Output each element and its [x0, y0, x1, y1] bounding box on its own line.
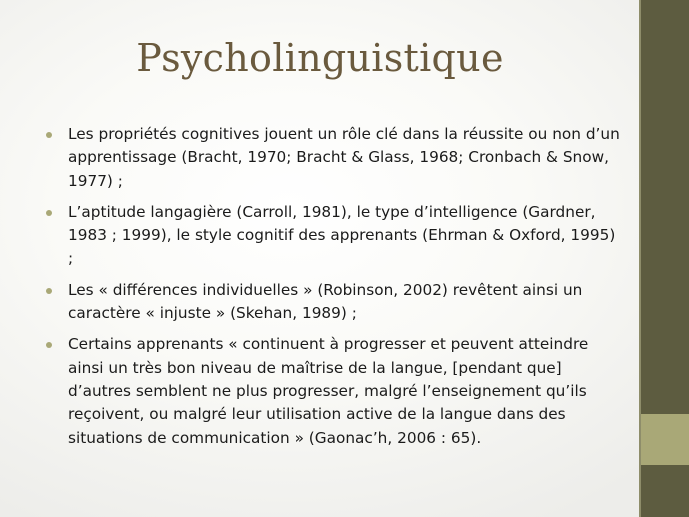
bullet-dot-icon [46, 342, 52, 348]
bullet-text: Certains apprenants « continuent à progresser et peuvent atteindre ainsi un très bon niveau de maîtrise de la langue, [pendant que] d’autres semblent ne plus progresser, malgré l’enseignement qu’ils reçoivent, ou malgré leur utilisation active de la langue dans des situations de communication » (Gaonac’h, 2006 : 65). [68, 335, 589, 447]
bullet-item [46, 201, 621, 271]
side-bar-top-segment [639, 0, 689, 414]
bullet-dot-icon [46, 210, 52, 216]
bullet-item [46, 279, 621, 326]
bullet-item [46, 333, 621, 449]
bullet-text: Les « différences individuelles » (Robinson, 2002) revêtent ainsi un caractère « injuste » (Skehan, 1989) ; [68, 280, 583, 323]
side-bar-bottom-segment [639, 465, 689, 517]
side-decoration-bar [639, 0, 689, 517]
slide-title: Psycholinguistique [136, 36, 504, 80]
bullet-text: Les propriétés cognitives jouent un rôle clé dans la réussite ou non d’un apprentissage (Bracht, 1970; Bracht & Glass, 1968; Cronbach & Snow, 1977) ; [68, 125, 620, 190]
bullet-list [46, 123, 621, 458]
bullet-dot-icon [46, 132, 52, 138]
bullet-text: L’aptitude langagière (Carroll, 1981), le type d’intelligence (Gardner, 1983 ; 1999), le style cognitif des apprenants (Ehrman & Oxford, 1995) ; [68, 202, 616, 268]
side-bar-accent-segment [639, 414, 689, 465]
side-bar-edge [639, 0, 641, 517]
bullet-dot-icon [46, 288, 52, 294]
bullet-item [46, 123, 621, 193]
